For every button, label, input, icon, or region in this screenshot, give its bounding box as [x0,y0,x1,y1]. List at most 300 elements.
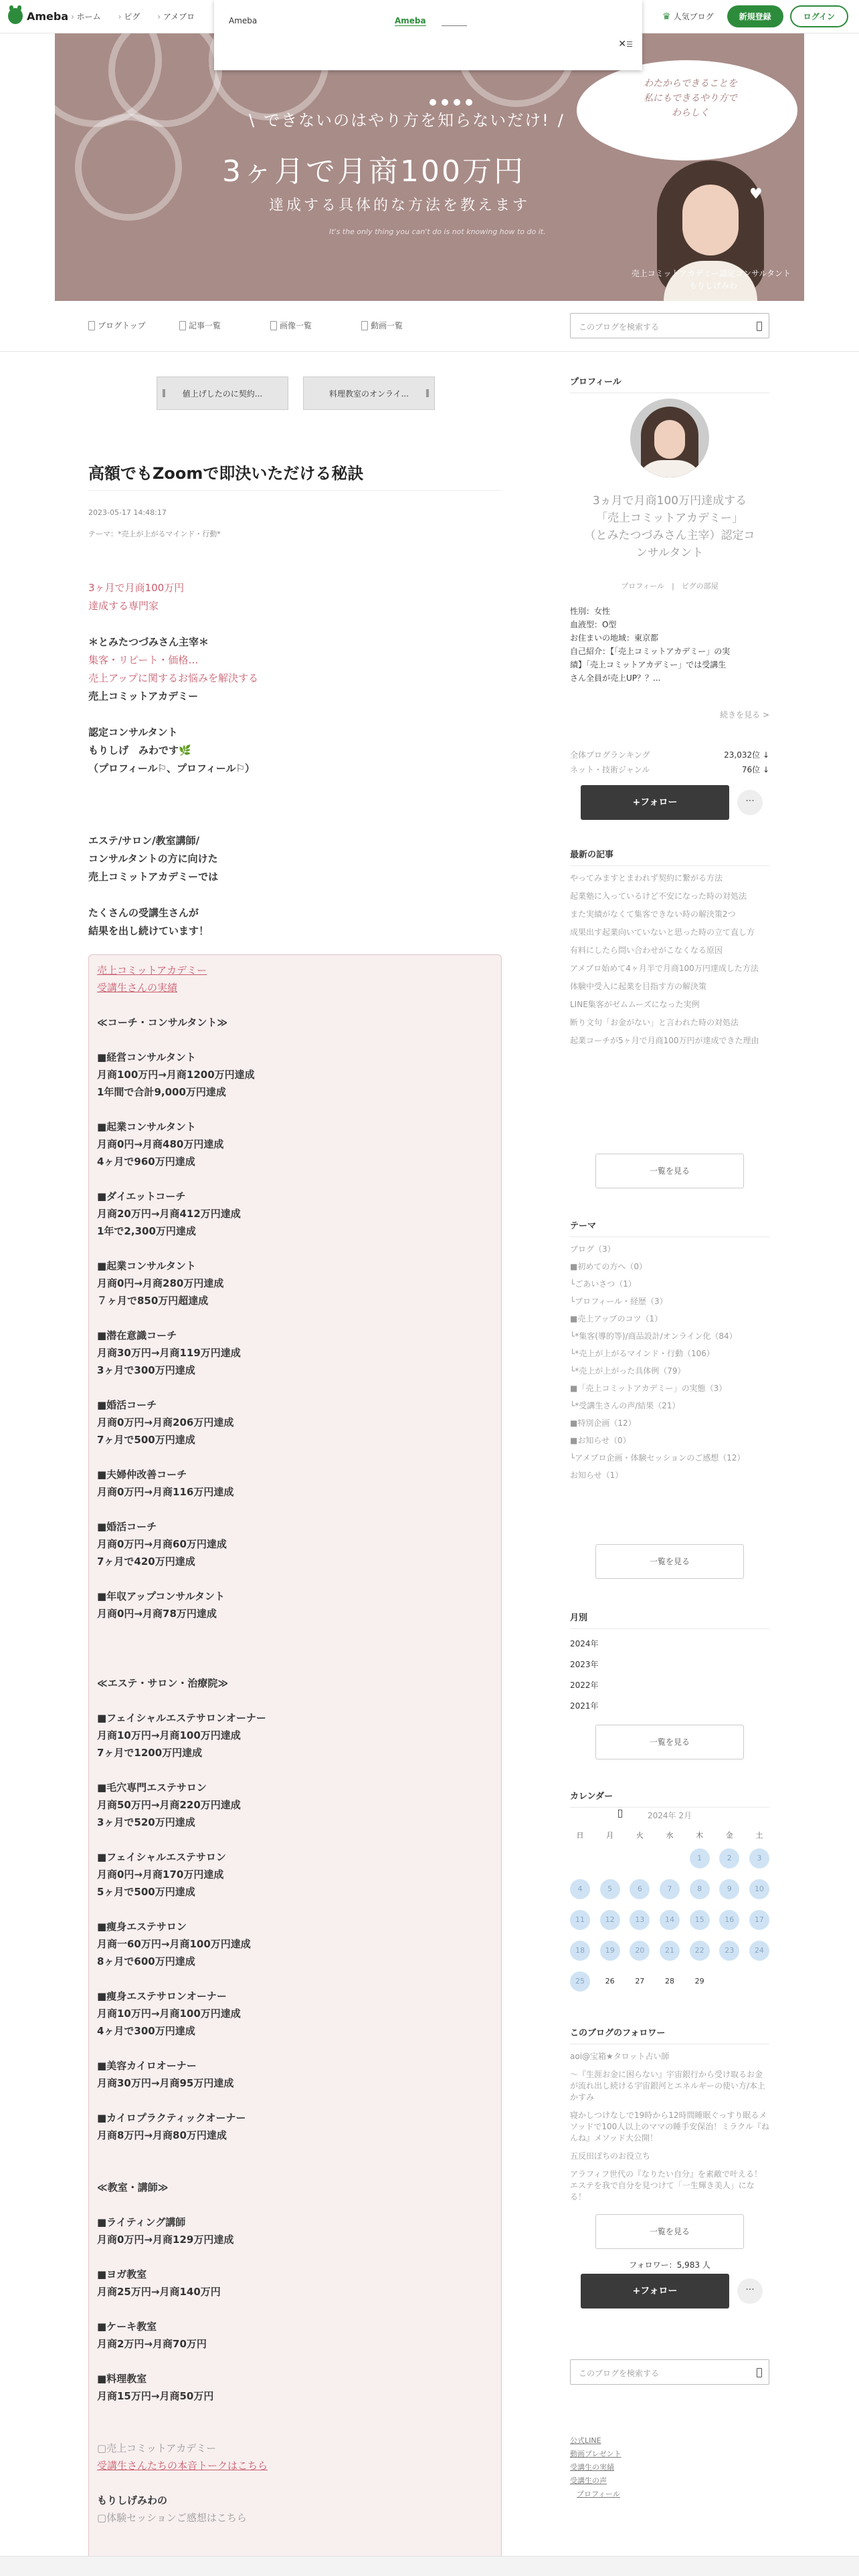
result-line: 月商10万円→月商100万円達成 [97,2008,241,2020]
bubble-line: わたからできることを [644,78,737,89]
result-line [97,996,492,1014]
blog-nav-articles[interactable]: 記事一覧 [179,320,270,331]
monthly-archive [570,1610,769,1712]
blog-search-input[interactable] [570,313,769,338]
themes [570,1218,769,1481]
recent-list [570,873,769,1047]
result-line: ■料理教室 [97,2373,147,2385]
result-line: ■婚活コーチ [97,1521,157,1533]
month-link[interactable]: 2021年 [570,1701,599,1711]
result-line: 月商0万円→月商116万円達成 [97,1486,234,1498]
sidebar [570,374,769,2498]
blog-nav-images[interactable]: 画像一覧 [270,320,361,331]
result-line [97,1970,492,1988]
profile-heading: プロフィール [570,374,769,393]
month-more-button[interactable]: 一覧を見る [595,1725,744,1759]
result-line: 月商0円→月商280万円達成 [97,1277,224,1289]
ranking-value: 23,032位 ↓ [724,750,769,760]
body-line [88,814,502,832]
result-line[interactable]: ▢売上コミットアカデミー [97,2442,217,2454]
calendar-day[interactable]: 22 [690,1941,710,1961]
month-heading: 月別 [570,1610,769,1629]
body-line: （プロフィール⚐、プロフィール⚐） [88,762,255,774]
recent-article-link[interactable]: LINE集客がゼムムーズになった実例 [570,1000,700,1009]
search-placeholder: このブログを検索する [579,2369,660,2378]
calendar-day: 26 [605,1977,615,1985]
hero-banner[interactable] [55,33,804,301]
profile-more-link[interactable]: 続きを見る > [720,710,769,720]
recent-article-link[interactable]: やってみますとまわれず契約に繋がる方法 [570,873,723,883]
theme-link[interactable]: ■特別企画（12） [570,1418,636,1428]
followers-heading: このブログのフォロワー [570,2026,769,2044]
weekday-label: 木 [696,1831,704,1840]
weekday-label: 金 [725,1831,733,1840]
calendar-day[interactable]: 20 [630,1941,650,1961]
profile-name-line: （とみたつづみさん主宰）認定コ [584,529,755,542]
calendar-day[interactable]: 19 [600,1941,620,1961]
theme-link[interactable]: └*集客(導的等)/商品設計/オンライン化（84） [570,1331,737,1341]
calendar-day[interactable]: 16 [719,1910,739,1930]
hero-subtitle-2: 達成する具体的な方法を教えます [269,197,531,214]
overlay-ad[interactable] [214,0,642,70]
recent-article-link[interactable]: また実績がなくて集客できない時の解決策2つ [570,909,736,919]
calendar-day: 29 [694,1977,704,1985]
ad-brand: Ameba [229,16,258,25]
follow-button[interactable]: +フォロー [581,785,729,820]
result-line: ■痩身エステサロン [97,1921,187,1933]
result-line: 月商0万円→月商60万円達成 [97,1538,227,1550]
footer-link[interactable]: 受講生の実績 [570,2463,614,2472]
nav-ameblo[interactable]: › アメブロ [157,11,195,22]
result-line: 月商一60万円→月商100万円達成 [97,1938,251,1950]
article-theme[interactable]: テーマ：*売上が上がるマインド・行動* [88,530,221,538]
result-line: ７ヶ月で850万円超達成 [97,1295,209,1307]
result-line: 月商0円→月商170万円達成 [97,1868,224,1881]
result-line [97,1901,492,1918]
avatar[interactable] [630,399,709,477]
calendar-empty [570,1848,590,1868]
body-line: たくさんの受講生さんが [88,907,199,919]
article-body [88,579,502,940]
follower-link[interactable]: 〜『生涯お金に困らない』宇宙銀行から受け取るお金が流れ出し続ける宇宙銀河とエネルギーの使い方/本上かすみ [570,2070,766,2102]
result-line: ■カイロプラクティックオーナー [97,2112,246,2124]
menu-icon[interactable]: ☰ [626,40,633,49]
calendar-day[interactable]: 12 [600,1910,620,1930]
result-line [97,2161,492,2179]
ranking-overall[interactable] [570,749,769,760]
result-line: ■美容カイロオーナー [97,2060,197,2072]
result-line [97,2196,492,2214]
body-line: エステ/サロン/教室講師/ [88,835,200,847]
search-icon[interactable] [757,2368,762,2377]
result-line [97,1448,492,1466]
next-article-label: 料理教室のオンライ... [328,389,409,399]
result-line: ■婚活コーチ [97,1399,157,1411]
follow-button-2[interactable]: +フォロー [581,2274,729,2309]
result-line: 月商0円→月商480万円達成 [97,1138,224,1150]
calendar-week [570,1848,769,1868]
profile-name[interactable] [570,492,769,562]
recent-article-link[interactable]: 有料にしたら問い合わせがこなくなる原因 [570,946,723,955]
calendar-week [570,1941,769,1961]
month-list [570,1638,769,1712]
calendar-day[interactable]: 2 [719,1848,739,1868]
result-line [97,1657,492,1675]
calendar-month: 2024年 2月 [648,1811,692,1820]
footer-links [570,2434,769,2501]
theme-list [570,1244,769,1481]
calendar-day[interactable]: 21 [660,1941,680,1961]
result-line [97,1831,492,1848]
result-line: 7ヶ月で500万円達成 [97,1434,195,1446]
result-line[interactable]: 受講生さんの実績 [97,982,178,994]
result-line: ■フェイシャルエステサロンオーナー [97,1712,266,1724]
nav-home[interactable]: › ホーム [71,11,101,22]
calendar-day: 27 [635,1977,645,1985]
calendar-day[interactable]: 24 [749,1941,769,1961]
body-line [88,886,502,904]
result-line: ≪コーチ・コンサルタント≫ [97,1016,228,1029]
more-options-icon-2[interactable]: ··· [737,2278,763,2304]
theme-link[interactable]: ■売上アップのコツ（1） [570,1314,663,1323]
calendar [570,1789,769,1808]
theme-link[interactable]: └*売上が上がるマインド・行動（106） [570,1349,714,1358]
footer-link[interactable]: 受講生の声 [570,2476,607,2485]
month-link[interactable]: 2024年 [570,1639,599,1648]
calendar-day[interactable]: 17 [749,1910,769,1930]
result-line: 月商15万円→月商50万円 [97,2390,214,2402]
result-line: 7ヶ月で420万円達成 [97,1555,195,1568]
calendar-week [570,1910,769,1930]
calendar-day[interactable]: 8 [690,1879,710,1899]
search-icon[interactable] [757,322,762,331]
weekday-label: 月 [606,1831,614,1840]
bottom-bar [0,2556,859,2576]
follower-link[interactable]: 寝かしつけなしで19時から12時間睡眠ぐっすり眠るメソッドで100人以上のママの睡手安保治！ミラクル『ねんね』メソッド大公開！ [570,2111,769,2143]
recent-article-link[interactable]: 体験中受入に起業を目指す方の解決策 [570,982,707,991]
calendar-day[interactable]: 23 [719,1941,739,1961]
result-line: 月商0万円→月商206万円達成 [97,1416,234,1428]
result-line: ■潜在意識コーチ [97,1329,177,1341]
footer-link[interactable]: 公式LINE [570,2436,601,2445]
result-line [97,1379,492,1396]
calendar-empty [630,1848,650,1868]
result-line: ■ダイエットコーチ [97,1190,186,1202]
result-line [97,2474,492,2492]
follower-link[interactable]: 五反田ぽちのお役立ち [570,2151,651,2161]
calendar-day[interactable]: 6 [630,1879,650,1899]
weekday-label: 日 [576,1831,584,1840]
calendar-day[interactable]: 15 [690,1910,710,1930]
prev-article-button[interactable] [157,377,288,410]
blog-nav-top[interactable]: ブログトップ [88,320,179,331]
body-line[interactable]: 売上アップに関するお悩みを解決する [88,672,258,684]
profile-info-line: 自己紹介：【「売上コミットアカデミー」の実 [570,647,731,656]
nav-pigg[interactable]: › ピグ [118,11,140,22]
theme-link[interactable]: └*売上が上がった具体例（79） [570,1366,686,1376]
month-link[interactable]: 2022年 [570,1681,599,1690]
follower-link[interactable]: アラフィフ世代の『なりたい自分』を素敵で叶える！エステを我で自分を見つけて「一生輝き美人」になる！ [570,2169,763,2202]
hero-subtitle: \ できないのはやり方を知らないだけ! / [249,107,565,130]
result-line: 月商10万円→月商100万円達成 [97,1729,241,1741]
profile-links[interactable]: プロフィール | ピグの部屋 [621,582,719,591]
footer-link[interactable]: 動画プレゼント [570,2450,622,2458]
result-line: ■痩身エステサロンオーナー [97,1990,227,2002]
weekday-label: 水 [666,1831,674,1840]
result-line: 月商2万円→月商70万円 [97,2338,207,2350]
calendar-day[interactable]: 4 [570,1879,590,1899]
result-line [97,1240,492,1257]
body-line: コンサルタントの方に向けた [88,853,218,865]
bubble-line: わらしく [672,108,709,118]
theme-link[interactable]: お知らせ（1） [570,1471,624,1480]
theme-link[interactable]: ■初めての方へ（0） [570,1262,647,1271]
result-line[interactable]: 売上コミットアカデミー [97,964,207,976]
theme-link[interactable]: ■「売上コミットアカデミー」の実態（3） [570,1384,727,1393]
result-line[interactable]: ▢体験セッションご感想はこちら [97,2512,247,2524]
blog-nav [0,301,859,352]
profile-info [570,605,769,685]
results-list [97,962,492,2527]
result-line: 月商25万円→月商140万円 [97,2286,221,2298]
search-placeholder: このブログを検索する [579,322,660,332]
recent-article-link[interactable]: 成果出す起業向いていないと思った時の立て直し方 [570,928,755,937]
popular-blog-link[interactable] [662,11,714,22]
result-line: ■夫婦仲改善コーチ [97,1469,187,1481]
follower-count: フォロワー：5,983 人 [629,2260,710,2270]
header-actions [662,5,848,27]
profile-name-line: ンサルタント [636,546,704,560]
recent-article-link[interactable]: 断り文句「お金がない」と言われた時の対処法 [570,1018,739,1027]
next-article-button[interactable] [303,377,435,410]
calendar-empty [600,1848,620,1868]
calendar-day: 28 [664,1977,674,1985]
result-line: ≪エステ・サロン・治療院≫ [97,1677,229,1689]
result-line [97,1101,492,1118]
login-button[interactable]: ログイン [790,5,848,27]
theme-heading: テーマ [570,1218,769,1237]
result-line: 月商20万円→月商412万円達成 [97,1208,241,1220]
recent-article-link[interactable]: 起業塾に入っているけど不安になった時の対処法 [570,891,747,901]
result-line [97,2353,492,2370]
result-line[interactable]: 受講生さんたちの本音トークはこちら [97,2460,268,2472]
body-line: ＊とみたつづみさん主宰＊ [88,636,209,648]
result-line: 月商50万円→月商220万円達成 [97,1799,241,1811]
result-line [97,2405,492,2422]
ameba-logo-icon [8,8,23,24]
ranking-label: 全体ブログランキング [570,750,650,760]
result-line [97,2300,492,2318]
ranking-label: ネット・技術ジャンル [570,765,650,774]
calendar-day[interactable]: 14 [660,1910,680,1930]
hero-author-name: もりしげみわ [688,281,737,290]
result-line: ■ライティング講師 [97,2216,186,2228]
body-line [88,796,502,814]
result-line: 1年間で合計9,000万円達成 [97,1086,226,1098]
body-line: 結果を出し続けています！ [88,925,209,937]
close-icon[interactable]: ✕ [618,39,626,49]
result-line: 1年で2,300万円達成 [97,1225,196,1237]
result-line: ■起業コンサルタント [97,1121,196,1133]
hero-caption: 売上コミットアカデミー認定コンサルタント [631,269,791,278]
result-line [97,1640,492,1657]
result-line: 4ヶ月で300万円達成 [97,2025,195,2037]
profile-info-line: お住まいの地域：東京都 [570,633,659,643]
result-line: ■毛穴専門エステサロン [97,1782,207,1794]
ameba-logo-text: Ameba [27,9,69,23]
crown-icon: ♛ [662,11,671,22]
hero-dots [430,99,472,106]
month-link[interactable]: 2023年 [570,1660,599,1669]
result-line: ■起業コンサルタント [97,1260,196,1272]
follower-list [570,2051,769,2203]
profile-info-line: 血液型：O型 [570,620,617,629]
body-line: 認定コンサルタント [88,726,178,738]
body-line[interactable]: 3ヶ月で月商100万円 [88,582,185,594]
popular-blog-label: 人気ブログ [673,12,714,21]
calendar-day[interactable]: 7 [660,1879,680,1899]
theme-link[interactable]: └ごあいさつ（1） [570,1279,636,1289]
result-line: 月商8万円→月商80万円達成 [97,2129,227,2141]
recent-article-link[interactable]: 起業コーチが5ヶ月で月商100万円が達成できた理由 [570,1036,759,1045]
calendar-week [570,1971,769,1992]
result-line: 月商100万円→月商1200万円達成 [97,1069,255,1081]
prev-article-label: 値上げしたのに契約... [182,389,263,399]
recent-more-button[interactable]: 一覧を見る [595,1154,744,1188]
result-line [97,1501,492,1518]
calendar-day[interactable]: 25 [570,1971,590,1992]
result-line: 月商0万円→月商129万円達成 [97,2234,234,2246]
hero-script: It's the only thing you can't do is not knowing how to do it. [329,227,546,236]
result-line: ■ケーキ教室 [97,2321,157,2333]
followers-more-button[interactable]: 一覧を見る [595,2214,744,2249]
recent-heading: 最新の記事 [570,847,769,866]
calendar-day[interactable]: 3 [749,1848,769,1868]
result-line [97,1761,492,1779]
follower-link[interactable]: aoi@宝箱★タロット占い師 [570,2052,670,2061]
result-line: ■年収アップコンサルタント [97,1590,225,1602]
bubble-line: 私にもできるやり方で [644,93,737,104]
theme-link[interactable]: └*受講生さんの声/結果（21） [570,1401,680,1410]
result-line [97,2092,492,2109]
calendar-day[interactable]: 18 [570,1941,590,1961]
result-line: ■フェイシャルエステサロン [97,1851,226,1863]
more-options-icon[interactable]: ··· [737,790,763,815]
profile-info-line: さん全員が売上UP？？... [570,673,661,683]
result-line: 5ヶ月で500万円達成 [97,1886,195,1898]
hero-title: 3ヶ月で月商100万円 [222,154,525,189]
result-line [97,1170,492,1188]
body-line: 売上コミットアカデミーでは [88,871,219,883]
theme-more-button[interactable]: 一覧を見る [595,1544,744,1579]
ad-link[interactable]: Ameba [395,16,426,25]
chevron-right-icon [426,389,429,397]
result-line: ■経営コンサルタント [97,1051,196,1063]
calendar-day[interactable]: 13 [630,1910,650,1930]
result-line: ≪教室・講師≫ [97,2181,169,2193]
result-line: 月商0円→月商78万円達成 [97,1608,217,1620]
blog-nav-videos[interactable]: 動画一覧 [361,320,452,331]
calendar-day[interactable]: 5 [600,1879,620,1899]
calendar-day[interactable]: 9 [719,1879,739,1899]
body-line [88,706,502,724]
result-line [97,1031,492,1049]
result-line [97,1309,492,1327]
recent-articles [570,847,769,1047]
decorative-ring [75,114,182,221]
result-line [97,2144,492,2161]
body-line: 売上コミットアカデミー [88,690,199,702]
profile-name-line: 「売上コミットアカデミー」 [596,512,743,525]
article-title: 高額でもZoomで即決いただける秘訣 [88,464,364,483]
result-line [97,1692,492,1709]
ameba-logo[interactable] [8,8,68,24]
ranking-genre[interactable] [570,764,769,775]
heart-icon: ♥ [749,186,763,203]
profile-info-line: 績】「売上コミットアカデミー」では受講生 [570,660,727,669]
result-line [97,2248,492,2266]
result-line: 8ヶ月で600万円達成 [97,1955,195,1967]
profile-name-line: 3ヵ月で月商100万円達成する [592,494,747,508]
calendar-empty [749,1971,769,1992]
theme-link[interactable]: └アメブロ企画・体験セッションのご感想（12） [570,1453,745,1463]
speech-bubble-text [610,76,771,120]
result-line [97,1570,492,1588]
calendar-empty [719,1971,739,1992]
ad-underline [442,25,467,26]
weekday-label: 火 [636,1831,644,1840]
theme-link[interactable]: ■お知らせ（0） [570,1436,631,1445]
calendar-day[interactable]: 11 [570,1910,590,1930]
calendar-day[interactable]: 10 [749,1879,769,1899]
sidebar-search-input[interactable] [570,2359,769,2385]
footer-link[interactable]: プロフィール [577,2490,620,2498]
theme-link[interactable]: ブログ（3） [570,1245,615,1254]
calendar-empty [660,1848,680,1868]
body-line [88,778,502,796]
body-line: もりしげ みわです🌿 [88,744,191,756]
result-line: 7ヶ月で1200万円達成 [97,1747,203,1759]
chevron-left-icon [163,389,165,397]
divider [88,490,502,491]
calendar-heading: カレンダー [570,1789,769,1808]
result-line: もりしげみわの [97,2494,168,2506]
result-line: 3ヶ月で300万円達成 [97,1364,195,1376]
recent-article-link[interactable]: アメブロ始めて4ヶ月半で月商100万円達成した方法 [570,964,759,973]
body-line [88,615,502,633]
result-line [97,2422,492,2440]
body-line[interactable]: 達成する専門家 [88,600,159,612]
result-line [97,1622,492,1640]
article-date: 2023-05-17 14:48:17 [88,508,167,517]
result-line: 4ヶ月で960万円達成 [97,1156,195,1168]
followers [570,2026,769,2203]
result-line: 月商30万円→月商95万円達成 [97,2077,234,2089]
body-line[interactable]: 集客・リピート・価格… [88,654,199,666]
calendar-day[interactable]: 1 [690,1848,710,1868]
blog-nav-items [88,320,452,331]
result-line: 月商30万円→月商119万円達成 [97,1347,241,1359]
weekday-label: 土 [755,1831,763,1840]
result-line: ■ヨガ教室 [97,2268,147,2280]
result-line: 3ヶ月で520万円達成 [97,1816,195,1828]
calendar-week [570,1879,769,1899]
global-nav [71,11,195,22]
profile-info-line: 性別：女性 [570,607,611,616]
theme-link[interactable]: └プロフィール・経歴（3） [570,1297,668,1306]
register-button[interactable]: 新規登録 [727,5,783,27]
result-line [97,2040,492,2057]
